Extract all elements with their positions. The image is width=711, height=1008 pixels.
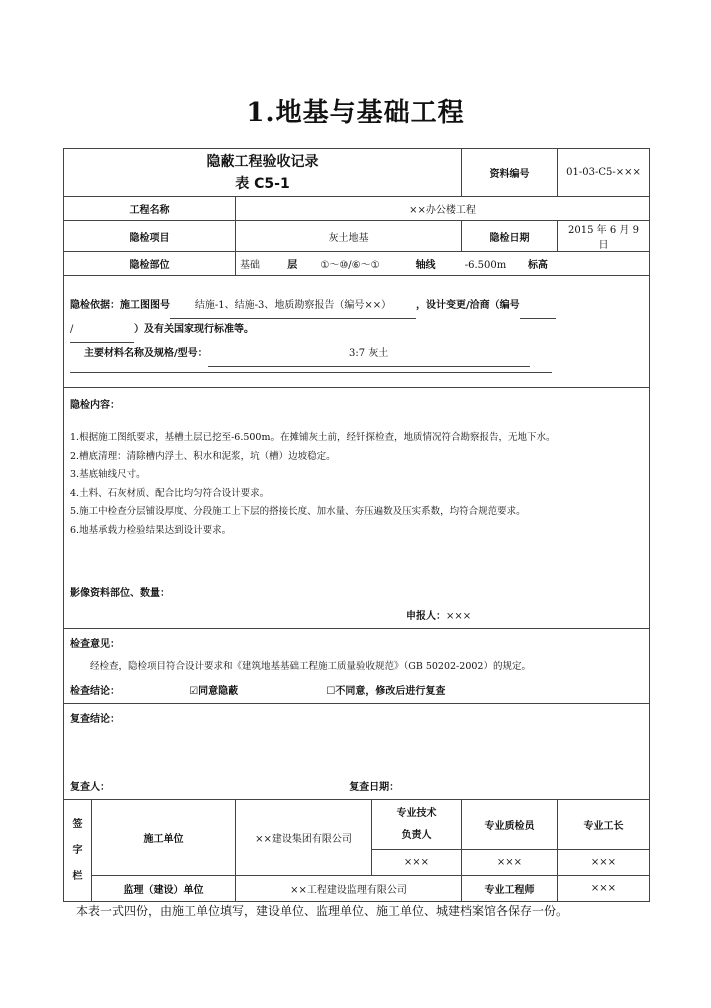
tech-lead-label [372, 800, 462, 850]
content-item: 2.槽底清理：清除槽内浮土、积水和泥浆，坑（槽）边坡稳定。 [70, 450, 336, 462]
construction-unit-label: 施工单位 [92, 800, 236, 876]
location-floor-label: 层 [287, 260, 298, 271]
construction-unit-value: ××建设集团有限公司 [236, 800, 372, 876]
basis-change-value: / [70, 318, 134, 343]
material-extra-line [70, 366, 552, 373]
content-list [70, 429, 643, 540]
foreman-label: 专业工长 [558, 800, 650, 850]
form-code: 表 C5-1 [235, 175, 290, 192]
option-disagree[interactable]: ☐不同意，修改后进行复查 [326, 686, 446, 697]
content-item: 3.基底轴线尺寸。 [70, 469, 146, 480]
sign-char: 签 [72, 818, 83, 830]
content-item: 5.施工中检查分层铺设厚度、分段施工上下层的搭接长度、加水量、夯压遍数及压实系数，均符合规范要求。 [70, 506, 526, 517]
project-value: ××办公楼工程 [236, 197, 650, 221]
footer-note: 本表一式四份，由施工单位填写，建设单位、监理单位、施工单位、城建档案馆各保存一份。 [76, 904, 569, 918]
basis-change-label: ，设计变更/洽商（编号 [416, 300, 520, 311]
location-axes: ①～⑩/⑥～① [320, 260, 380, 271]
basis-drawings: 结施-1、结施-3、地质勘察报告（编号××） [170, 294, 416, 319]
basis-label: 隐检依据：施工图图号 [70, 300, 170, 311]
doc-no-label: 资料编号 [462, 149, 558, 197]
content-item: 4.土料、石灰材质、配合比均匀符合设计要求。 [70, 487, 270, 499]
recheck-date-label: 复查日期： [349, 782, 400, 793]
location-part: 基础 [240, 260, 260, 271]
inspection-section [64, 629, 650, 704]
material-value: 3:7 灰土 [208, 342, 530, 367]
project-label: 工程名称 [64, 197, 236, 221]
material-label: 主要材料名称及规格/型号： [84, 348, 208, 359]
recheck-person-label: 复查人： [70, 782, 110, 793]
date-value: 2015 年 6 月 9 日 [558, 221, 650, 252]
location-axis-label: 轴线 [415, 260, 436, 271]
location-elevation-label: 标高 [527, 260, 548, 271]
item-value: 灰土地基 [236, 221, 462, 252]
reporter-label: 申报人： [406, 611, 446, 622]
engineer-name: ××× [558, 876, 650, 902]
qc-name: ××× [462, 850, 558, 876]
form-name: 隐蔽工程验收记录 [206, 153, 319, 170]
engineer-label: 专业工程师 [462, 876, 558, 902]
option-agree[interactable]: ☑同意隐蔽 [189, 686, 239, 697]
date-label: 隐检日期 [462, 221, 558, 252]
supervision-unit-label: 监理（建设）单位 [92, 876, 236, 902]
sign-char: 字 [72, 844, 83, 856]
supervision-unit-value: ××工程建设监理有限公司 [236, 876, 462, 902]
inspection-record-form [63, 148, 650, 902]
qc-label: 专业质检员 [462, 800, 558, 850]
basis-tail: ）及有关国家现行标准等。 [134, 324, 254, 335]
content-item: 6.地基承载力检验结果达到设计要求。 [70, 524, 232, 536]
location-value-cell [236, 252, 650, 276]
tech-lead-name: ××× [372, 850, 462, 876]
doc-no-value: 01-03-C5-××× [558, 149, 650, 197]
form-header-cell [64, 149, 462, 197]
opinion-label: 检查意见： [70, 639, 120, 650]
location-label: 隐检部位 [64, 252, 236, 276]
content-item: 1.根据施工图纸要求，基槽土层已挖至-6.500m。在摊铺灰土前，经钎探检查，地质情况符合勘察报告，无地下水。 [70, 432, 556, 443]
sign-char: 栏 [72, 870, 83, 882]
recheck-conclusion-label: 复查结论： [70, 714, 120, 725]
content-label: 隐检内容： [70, 400, 120, 411]
conclusion-label: 检查结论： [70, 686, 120, 697]
content-section [64, 388, 650, 629]
foreman-name: ××× [558, 850, 650, 876]
tech-lead-label-line: 专业技术 [396, 807, 437, 819]
basis-change-blank [520, 294, 556, 319]
location-elevation: -6.500m [464, 260, 507, 271]
item-label: 隐检项目 [64, 221, 236, 252]
tech-lead-label-line: 负责人 [401, 829, 432, 841]
recheck-section [64, 704, 650, 800]
sign-column-label [64, 800, 92, 902]
photo-label: 影像资料部位、数量： [70, 588, 170, 599]
page-title: 1.地基与基础工程 [246, 98, 465, 128]
opinion-text: 经检查，隐检项目符合设计要求和《建筑地基基础工程施工质量验收规范》（GB 50202-2002）的规定。 [90, 661, 531, 672]
basis-section [64, 276, 650, 388]
reporter-value: ××× [446, 611, 472, 622]
